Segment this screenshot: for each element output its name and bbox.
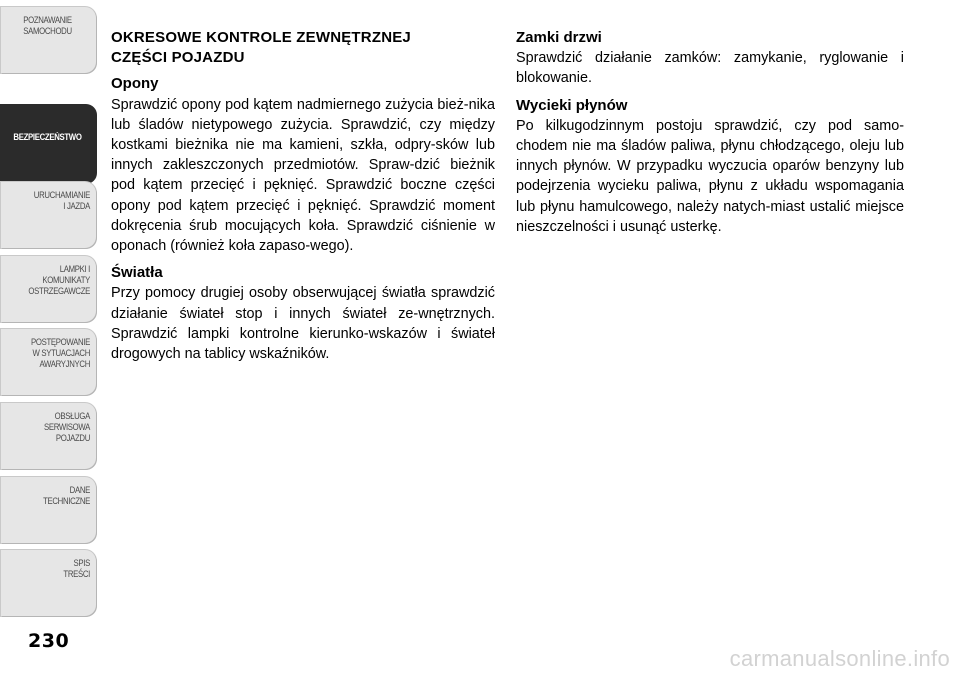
- section-heading-line1: OKRESOWE KONTROLE ZEWNĘTRZNEJ: [111, 29, 411, 46]
- tab-label: POSTĘPOWANIE W SYTUACJACH AWARYJNYCH: [31, 337, 91, 370]
- tab-label: POZNAWANIE SAMOCHODU: [23, 15, 72, 37]
- tab-poznawanie-samochodu[interactable]: [1, 7, 96, 73]
- tab-lampki-i-komunikaty[interactable]: [1, 256, 96, 322]
- tab-dane-techniczne[interactable]: [1, 477, 96, 543]
- tab-label: URUCHAMIANIE I JAZDA: [33, 190, 90, 212]
- tab-postepowanie-awaryjne[interactable]: [1, 329, 96, 395]
- left-column: [111, 28, 495, 371]
- tab-obsluga-serwisowa[interactable]: [1, 403, 96, 469]
- subheading-wycieki-plynow: Wycieki płynów: [516, 96, 628, 114]
- tab-label: SPIS TREŚCI: [63, 558, 90, 580]
- subheading-swiatla: Światła: [111, 264, 163, 282]
- paragraph-opony: Sprawdzić opony pod kątem nadmiernego zużycia bież-nika lub śladów nietypowego zużycia. Sprawdzić, czy między kostkami bieżnika nie ma kamieni, szkła, odpry-sków lub innych zakleszczonych przedmiotów. Spraw-dzić bieżnik pod kątem przecięć i pęknięć. Sprawdzić boczne części opony pod kątem przecięć i pęknięć. Sprawdzić moment dokręcenia śrub mocujących koła. Sprawdzić ciśnienie w oponach (również koła zapaso-wego).: [111, 96, 495, 255]
- paragraph-swiatla: Przy pomocy drugiej osoby obserwującej światła sprawdzić działanie świateł stop i innych świateł ze-wnętrznych. Sprawdzić lampki kontrolne kierunko-wskazów i świateł drogowych na tablicy wskaźników.: [111, 285, 495, 363]
- paragraph-wycieki-plynow: Po kilkugodzinnym postoju sprawdzić, czy pod samo-chodem nie ma śladów paliwa, płynu chłodzącego, oleju lub innych płynów. W przypadku wyczucia oparów benzyny lub podejrzenia wycieku paliwa, płynu z układu wspomagania lub płynu hamulcowego, należy natych-miast ustalić miejsce nieszczelności i usunąć usterkę.: [516, 117, 904, 235]
- right-column: [516, 28, 904, 244]
- section-heading: [111, 28, 495, 68]
- chapter-tabs: [0, 0, 106, 678]
- tab-label: OBSŁUGA SERWISOWA POJAZDU: [44, 411, 90, 444]
- subheading-opony: Opony: [111, 75, 159, 93]
- page-number: 230: [28, 630, 70, 652]
- tab-uruchamianie-i-jazda[interactable]: [1, 182, 96, 248]
- tab-spis-tresci[interactable]: [1, 550, 96, 616]
- section-heading-line2: CZĘŚCI POJAZDU: [111, 49, 245, 67]
- subheading-zamki-drzwi: Zamki drzwi: [516, 29, 602, 46]
- tab-label: DANE TECHNICZNE: [43, 485, 90, 507]
- paragraph-zamki-drzwi: Sprawdzić działanie zamków: zamykanie, ryglowanie i blokowanie.: [516, 50, 904, 87]
- tab-label: BEZPIECZEŃSTWO: [13, 132, 82, 143]
- tab-bezpieczenstwo[interactable]: [0, 104, 97, 184]
- tab-label: LAMPKI I KOMUNIKATY OSTRZEGAWCZE: [28, 264, 90, 297]
- watermark: carmanualsonline.info: [729, 646, 950, 671]
